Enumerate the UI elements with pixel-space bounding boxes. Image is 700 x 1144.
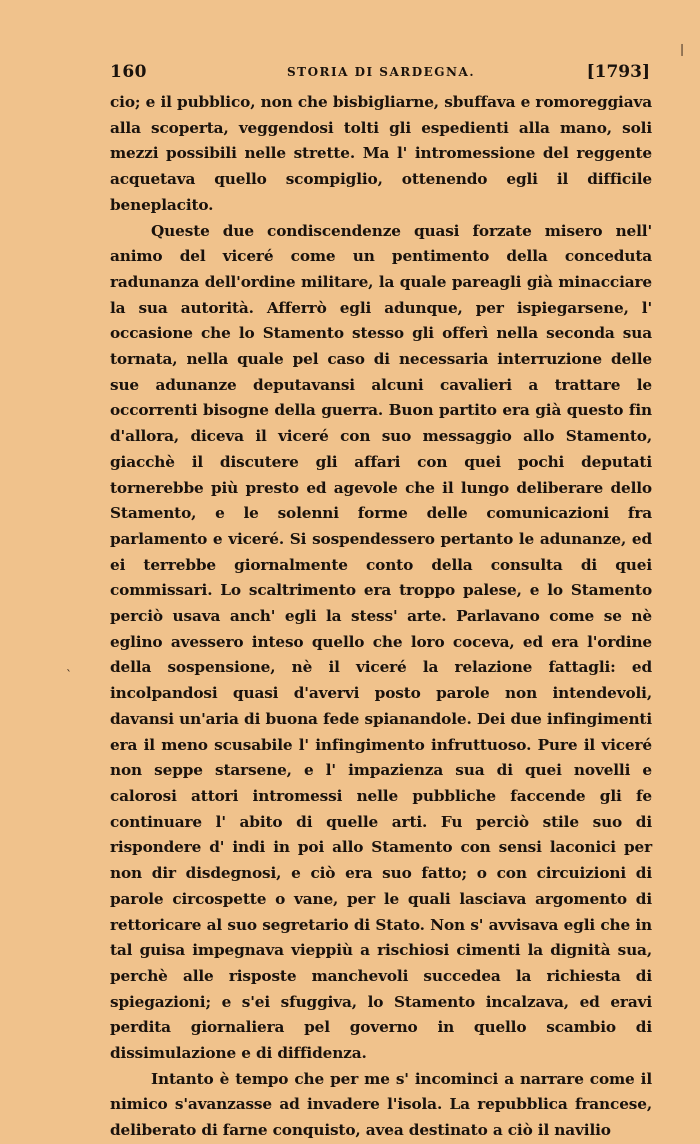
body-text <box>110 90 652 1144</box>
page-number: 160 <box>110 62 147 82</box>
year-label: [1793] <box>586 62 650 82</box>
paragraph-2: Queste due condiscendenze quasi forzate misero nell' animo del viceré come un pentimento della conceduta radunanza dell'ordine militare, la quale pareagli già minacciare la sua autorità. Afferrò egli adunque, per ispiegarsene, l' occasione che lo Stamento stesso gli offerì nella seconda sua tornata, nella quale pel caso di necessaria interruzione delle sue adunanze deputavansi alcuni cavalieri a trattare le occorrenti bisogne della guerra. Buon partito era già questo fin d'allora, diceva il viceré con suo messaggio allo Stamento, giacchè il discutere gli affari con quei pochi deputati tornerebbe più presto ed agevole che il lungo deliberare dello Stamento, e le solenni forme delle comunicazioni fra parlamento e viceré. Si sospendessero pertanto le adunanze, ed ei terrebbe giornalmente conto della consulta di quei commissari. Lo scaltrimento era troppo palese, e lo Stamento perciò usava anch' egli la stess' arte. Parlavano come se nè eglino avessero inteso quello che loro coceva, ed era l'ordine della sospensione, nè il viceré la relazione fattagli: ed incolpandosi quasi d'avervi posto parole non intendevoli, davansi un'aria di buona fede spianandole. Dei due infingimenti era il meno scusabile l' infingimento infruttuoso. Pure il viceré non seppe starsene, e l' impazienza sua di quei novelli e calorosi attori intromessi nelle pubbliche faccende gli fe continuare l' abito di quelle arti. Fu perciò stile suo di rispondere d' indi in poi allo Stamento con sensi laconici per non dir disdegnosi, e ciò era suo fatto; o con circuizioni di parole circospette o vane, per le quali lasciava argomento di rettoricare al suo segretario di Stato. Non s' avvisava egli che in tal guisa impegnava vieppiù a rischiosi cimenti la dignità sua, perchè alle risposte manchevoli succedea la richiesta di spiegazioni; e s'ei sfuggiva, lo Stamento incalzava, ed eravi perdita giornaliera pel governo in quello scambio di dissimulazione e di diffidenza. <box>110 221 652 1063</box>
page-header <box>110 60 652 88</box>
margin-mark: ❘ <box>677 42 688 56</box>
paragraph-3: Intanto è tempo che per me s' incominci a narrare come il nimico s'avanzasse ad invadere l'isola. La repubblica francese, deliberato di farne conquisto, avea destinato a ciò il navilio <box>110 1069 652 1140</box>
margin-tick: ` <box>66 668 72 682</box>
book-page <box>110 60 652 1144</box>
paragraph-1: cio; e il pubblico, non che bisbigliarne, sbuffava e romoreggiava alla scoperta, veggendosi tolti gli espedienti alla mano, soli mezzi possibili nelle strette. Ma l' intromessione del reggente acquetava quello scompiglio, ottenendo egli il difficile beneplacito. <box>110 93 652 214</box>
running-title: STORIA DI SARDEGNA. <box>286 65 476 79</box>
